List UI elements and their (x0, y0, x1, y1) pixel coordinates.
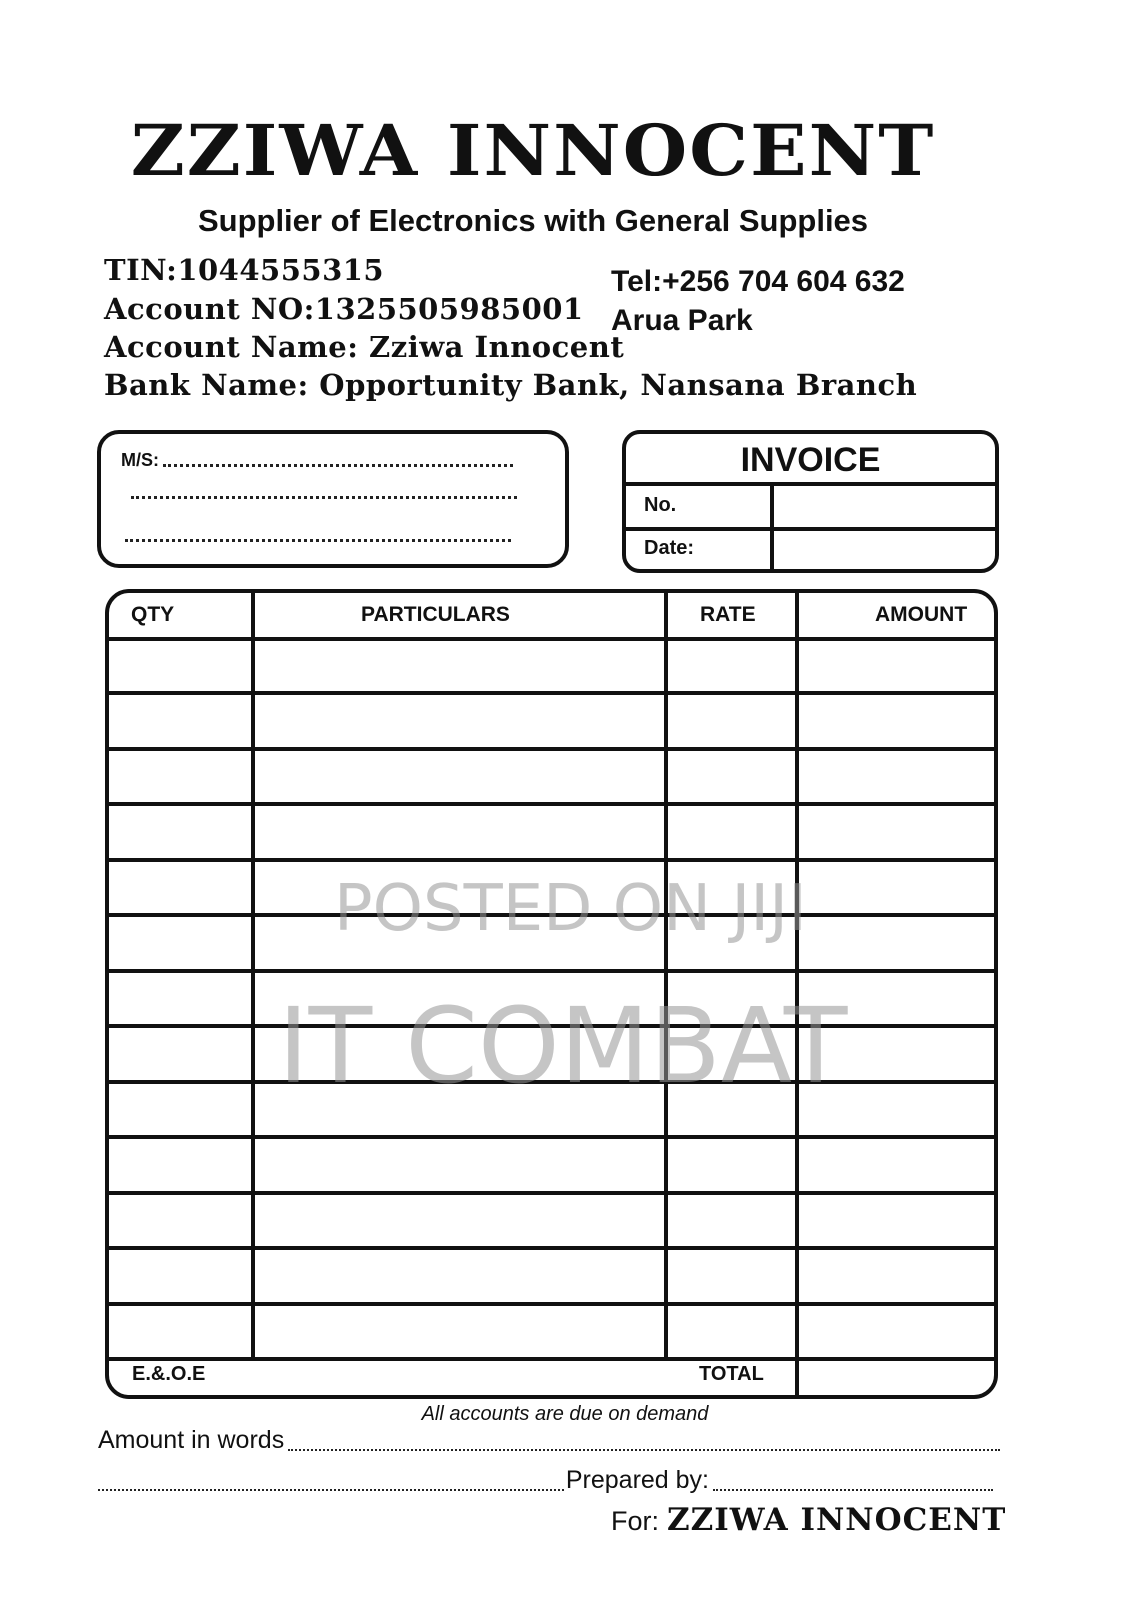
amount-cell[interactable] (799, 1306, 998, 1357)
amount-cell[interactable] (799, 917, 998, 969)
dotted-line (98, 1489, 564, 1491)
rate-cell[interactable] (668, 641, 795, 691)
ms-field-line-3[interactable] (121, 539, 511, 546)
total-label: TOTAL (699, 1363, 764, 1385)
particulars-cell[interactable] (255, 1139, 664, 1191)
invoice-no-row (626, 486, 995, 529)
customer-box (97, 430, 569, 568)
account-name: Account Name: Zziwa Innocent (104, 330, 625, 364)
qty-cell[interactable] (109, 1195, 251, 1246)
particulars-cell[interactable] (255, 751, 664, 802)
header-particulars: PARTICULARS (361, 603, 510, 626)
prepared-by-field[interactable] (713, 1489, 993, 1491)
qty-cell[interactable] (109, 1306, 251, 1357)
invoice-date-field[interactable] (774, 529, 995, 572)
dotted-line (131, 496, 517, 499)
header-amount: AMOUNT (875, 603, 968, 626)
qty-cell[interactable] (109, 806, 251, 858)
amount-cell[interactable] (799, 1139, 998, 1191)
invoice-date-row (626, 529, 995, 572)
invoice-date-label: Date: (644, 537, 695, 559)
qty-cell[interactable] (109, 1139, 251, 1191)
invoice-no-field[interactable] (774, 486, 995, 529)
ms-field[interactable] (121, 450, 513, 471)
rate-cell[interactable] (668, 1195, 795, 1246)
row-divider (109, 1357, 994, 1361)
qty-cell[interactable] (109, 1084, 251, 1135)
dotted-line (125, 539, 511, 542)
bank-name: Bank Name: Opportunity Bank, Nansana Branch (104, 368, 918, 402)
ms-dotted-line (163, 464, 513, 467)
total-amount-field[interactable] (799, 1359, 994, 1395)
rate-cell[interactable] (668, 806, 795, 858)
eoe-label: E.&.O.E (132, 1363, 206, 1385)
for-line (611, 1502, 1006, 1538)
qty-cell[interactable] (109, 641, 251, 691)
qty-cell[interactable] (109, 973, 251, 1024)
for-label: For: (611, 1506, 660, 1536)
due-note: All accounts are due on demand (421, 1403, 709, 1425)
amount-cell[interactable] (799, 751, 998, 802)
amount-cell[interactable] (799, 806, 998, 858)
business-name: ZZIWA INNOCENT (130, 110, 936, 192)
account-number: Account NO:1325505985001 (104, 292, 584, 326)
rate-cell[interactable] (668, 751, 795, 802)
rate-cell[interactable] (668, 1139, 795, 1191)
dotted-line (288, 1449, 1000, 1451)
rate-cell[interactable] (668, 695, 795, 747)
watermark-company: IT COMBAT (278, 985, 848, 1107)
qty-cell[interactable] (109, 917, 251, 969)
amount-cell[interactable] (799, 1250, 998, 1302)
invoice-box (622, 430, 999, 573)
amount-cell[interactable] (799, 1195, 998, 1246)
rate-cell[interactable] (668, 1306, 795, 1357)
tin-number: TIN:1044555315 (104, 253, 385, 287)
invoice-no-label: No. (644, 494, 677, 516)
particulars-cell[interactable] (255, 806, 664, 858)
amount-in-words-field[interactable] (98, 1426, 1000, 1455)
particulars-cell[interactable] (255, 1195, 664, 1246)
header-rate: RATE (700, 603, 756, 626)
prepared-by-label: Prepared by: (565, 1466, 709, 1494)
qty-cell[interactable] (109, 1028, 251, 1080)
particulars-cell[interactable] (255, 695, 664, 747)
qty-cell[interactable] (109, 862, 251, 913)
particulars-cell[interactable] (255, 1250, 664, 1302)
rate-cell[interactable] (668, 1250, 795, 1302)
tagline: Supplier of Electronics with General Supplies (197, 203, 869, 238)
particulars-cell[interactable] (255, 641, 664, 691)
amount-cell[interactable] (799, 695, 998, 747)
header-qty: QTY (131, 603, 175, 626)
invoice-title: INVOICE (626, 434, 995, 486)
qty-cell[interactable] (109, 1250, 251, 1302)
ms-field-line-2[interactable] (127, 496, 517, 503)
particulars-cell[interactable] (255, 1306, 664, 1357)
qty-cell[interactable] (109, 695, 251, 747)
amount-cell[interactable] (799, 641, 998, 691)
for-name: ZZIWA INNOCENT (667, 1502, 1007, 1538)
amount-in-words-label: Amount in words (98, 1426, 285, 1454)
qty-cell[interactable] (109, 751, 251, 802)
telephone: Tel:+256 704 604 632 (611, 265, 905, 298)
prepared-by-row (98, 1466, 993, 1495)
amount-cell[interactable] (799, 862, 998, 913)
ms-label: M/S: (121, 450, 159, 470)
watermark-posted: POSTED ON JIJI (334, 872, 807, 946)
location: Arua Park (611, 304, 753, 337)
